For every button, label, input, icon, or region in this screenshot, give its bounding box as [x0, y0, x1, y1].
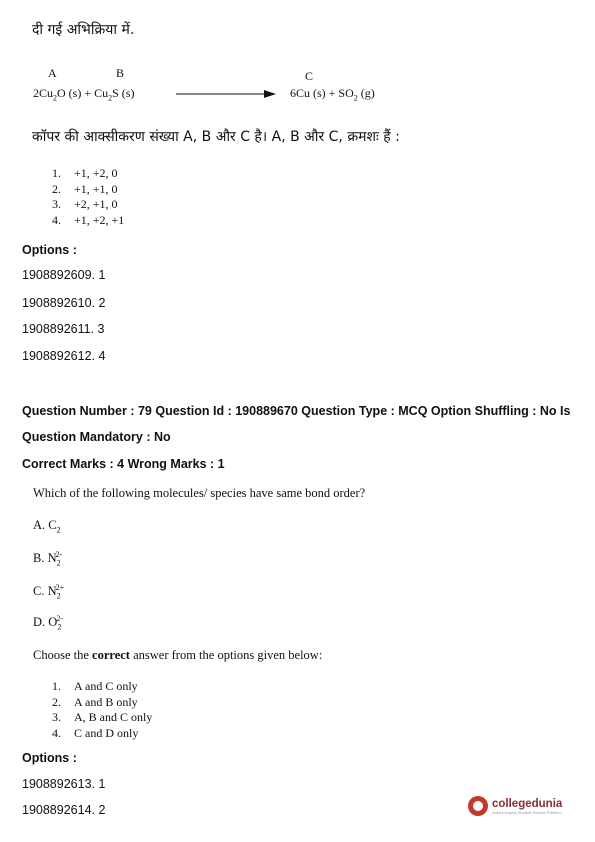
option-item: 1908892611. 3: [22, 322, 105, 336]
collegedunia-logo-icon: [468, 796, 488, 816]
choice-item: 1. A and C only: [52, 679, 138, 693]
question-intro: दी गई अभिक्रिया में.: [32, 22, 135, 38]
options-heading: Options :: [22, 751, 77, 765]
option-item: 1908892613. 1: [22, 777, 106, 791]
collegedunia-logo: collegedunia India's largest Student Review Platform: [468, 796, 562, 816]
options-heading: Options :: [22, 243, 77, 257]
species-item: A. $C_2$: [33, 518, 61, 535]
equation-reactants: $2Cu_2O$ $(s) + Cu_2S$ (s): [33, 86, 135, 103]
option-item: 1908892614. 2: [22, 803, 106, 817]
equation-products: 6Cu $(s) + SO_2$ (g): [290, 86, 375, 103]
label-c: C: [305, 69, 314, 83]
label-b: B: [116, 66, 125, 80]
choice-item: 3. +2, +1, 0: [52, 197, 118, 211]
choice-item: 3. A, B and C only: [52, 710, 153, 724]
instruction-text: Choose the correct answer from the options given below:: [33, 648, 323, 662]
question-meta-line: Question Mandatory : No: [22, 430, 171, 444]
species-item: B. $N_2^{2-}$: [33, 550, 63, 568]
choice-list: [52, 679, 152, 741]
question-text: Which of the following molecules/ species have same bond order?: [33, 486, 366, 500]
reaction-arrow: [176, 88, 276, 100]
label-a: A: [48, 66, 57, 80]
species-item: D. $O_2^{2-}$: [33, 614, 63, 632]
choice-list: [52, 166, 124, 228]
question-marks: Correct Marks : 4 Wrong Marks : 1: [22, 457, 225, 471]
choice-item: 2. A and B only: [52, 694, 138, 709]
option-item: 1908892612. 4: [22, 349, 106, 363]
choice-item: 2. +1, +1, 0: [52, 181, 118, 196]
choice-item: 1. +1, +2, 0: [52, 166, 118, 180]
species-item: C. $N_2^{2+}$: [33, 583, 65, 601]
question-meta-line: Question Number : 79 Question Id : 190889670 Question Type : MCQ Option Shuffling : No Is: [22, 404, 571, 418]
choice-item: 4. +1, +2, +1: [52, 212, 125, 227]
option-item: 1908892610. 2: [22, 296, 106, 310]
question-text: कॉपर की आक्सीकरण संख्या A, B और C है। A, B और C, क्रमशः हैं :: [32, 129, 400, 145]
option-item: 1908892609. 1: [22, 268, 106, 282]
choice-item: 4. C and D only: [52, 725, 139, 740]
